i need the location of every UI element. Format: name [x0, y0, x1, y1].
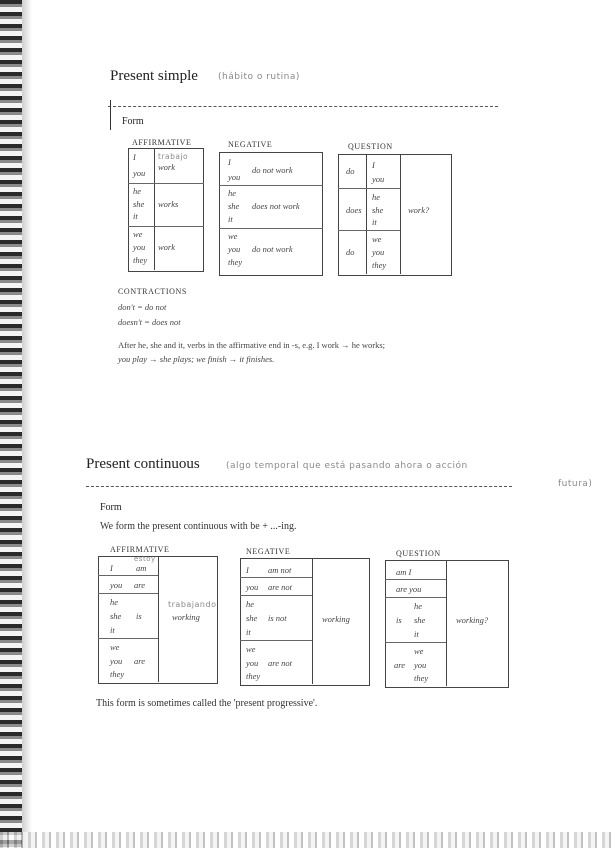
ps-q-aux: do — [346, 247, 355, 257]
present-simple-title: Present simple — [110, 68, 198, 84]
ps-neg-pronoun: they — [228, 257, 243, 267]
pc-aff-pronoun: they — [110, 669, 125, 679]
ps-q-pronoun: you — [372, 247, 385, 257]
ps-q-row-line — [338, 230, 400, 231]
pc-q-aux: are — [394, 660, 406, 670]
pc-neg-pronoun: they — [246, 671, 261, 681]
pc-neg-row-line — [240, 595, 312, 596]
ps-neg-pronoun: you — [228, 172, 241, 182]
present-continuous-title: Present continuous — [86, 456, 200, 472]
pc-neg-col-line — [312, 558, 313, 684]
ps-question-table — [338, 154, 452, 276]
contraction-doesnt: doesn't = does not — [118, 317, 181, 327]
ps-q-pronoun: you — [372, 174, 385, 184]
pc-q-row: am I — [396, 567, 412, 577]
ps-aff-col-line — [154, 148, 155, 270]
pc-footnote: This form is sometimes called the 'present progressive'. — [96, 698, 318, 709]
ps-neg-pronoun: it — [228, 214, 233, 224]
section2-form-label: Form — [100, 502, 122, 513]
ps-aff-row-line — [128, 183, 204, 184]
ps-neg-pronoun: we — [228, 231, 238, 241]
pc-aff-col-line — [158, 556, 159, 682]
ps-neg-pronoun: he — [228, 188, 237, 198]
spiral-binding — [0, 0, 22, 848]
ps-aff-verb: works — [158, 199, 179, 209]
pc-aff-verb: working — [172, 612, 200, 622]
ps-q-pronoun: they — [372, 260, 387, 270]
ps-aff-verb: work — [158, 242, 175, 252]
pc-q-aux: is — [396, 615, 402, 625]
pc-neg-pronoun: I — [246, 565, 249, 575]
ps-q-pronoun: he — [372, 192, 381, 202]
pc-q-pronoun: he — [414, 601, 423, 611]
ps-neg-verb: do not work — [252, 165, 293, 175]
ps-q-pronoun: she — [372, 205, 384, 215]
pc-aff-row-line — [98, 575, 158, 576]
pc-q-verb: working? — [456, 615, 489, 625]
pc-neg-row-line — [240, 577, 312, 578]
contractions-label: CONTRACTIONS — [118, 287, 187, 296]
ps-neg-pronoun: you — [228, 244, 241, 254]
rule-line-2: you play → she plays; we finish → it finishes. — [118, 354, 275, 364]
ps-aff-handnote: trabajo — [158, 152, 189, 161]
ps-aff-pronoun: it — [133, 211, 138, 221]
section1-form-label: Form — [122, 116, 144, 127]
ps-neg-row-line — [219, 228, 323, 229]
ps-aff-verb: work — [158, 162, 175, 172]
pc-q-pronoun: you — [414, 660, 427, 670]
pc-neg-aux: am not — [268, 565, 292, 575]
ps-aff-pronoun: she — [133, 199, 145, 209]
pc-q-row-line — [385, 597, 446, 598]
pc-q-pronoun: it — [414, 629, 419, 639]
ps-aff-pronoun: you — [133, 242, 146, 252]
pc-q-col-line — [446, 560, 447, 686]
pc-neg-aux: are not — [268, 658, 293, 668]
pc-neg-pronoun: you — [246, 582, 259, 592]
ps-q-aux: does — [346, 205, 362, 215]
ps-affirmative-header: AFFIRMATIVE — [132, 138, 192, 147]
pc-aff-pronoun: you — [110, 580, 123, 590]
pc-aff-row-line — [98, 638, 158, 639]
pc-neg-pronoun: you — [246, 658, 259, 668]
ps-aff-pronoun: you — [133, 168, 146, 178]
present-simple-handnote: (hábito o rutina) — [218, 72, 300, 82]
ps-aff-pronoun: they — [133, 255, 148, 265]
pc-affirmative-header: AFFIRMATIVE — [110, 545, 170, 554]
section1-divider — [108, 106, 498, 107]
ps-aff-pronoun: he — [133, 186, 142, 196]
present-continuous-handnote-2: futura) — [558, 479, 593, 489]
pc-q-pronoun: we — [414, 646, 424, 656]
pc-neg-row-line — [240, 640, 312, 641]
pc-neg-aux: is not — [268, 613, 287, 623]
ps-aff-row-line — [128, 226, 204, 227]
pc-neg-aux: are not — [268, 582, 293, 592]
pc-aff-pronoun: he — [110, 597, 119, 607]
pc-q-row: are you — [396, 584, 422, 594]
ps-neg-verb: do not work — [252, 244, 293, 254]
pc-q-pronoun: they — [414, 673, 429, 683]
ps-q-row-line — [338, 188, 400, 189]
ps-q-col-line — [400, 154, 401, 274]
pc-aff-aux: am — [136, 563, 147, 573]
pc-q-row-line — [385, 642, 446, 643]
ps-negative-header: NEGATIVE — [228, 140, 273, 149]
pc-neg-pronoun: he — [246, 599, 255, 609]
ps-q-verb: work? — [408, 205, 430, 215]
ps-question-header: QUESTION — [348, 142, 393, 151]
present-continuous-handnote: (algo temporal que está pasando ahora o acción — [226, 461, 468, 471]
pc-aff-pronoun: I — [110, 563, 113, 573]
ps-neg-pronoun: I — [228, 157, 231, 167]
pc-aff-row-line — [98, 593, 158, 594]
pc-aff-pronoun: it — [110, 625, 115, 635]
pc-aff-handnote: estoy — [134, 555, 156, 563]
ps-aff-pronoun: we — [133, 229, 143, 239]
pc-neg-pronoun: it — [246, 627, 251, 637]
pc-q-pronoun: she — [414, 615, 426, 625]
scan-bottom-edge — [0, 832, 616, 848]
ps-neg-verb: does not work — [252, 201, 300, 211]
pc-q-row-line — [385, 579, 446, 580]
pc-aff-pronoun: we — [110, 642, 120, 652]
rule-line-1: After he, she and it, verbs in the affirmative end in -s, e.g. I work → he works; — [118, 340, 386, 350]
section2-form-sentence: We form the present continuous with be + ...-ing. — [100, 521, 297, 532]
pc-question-header: QUESTION — [396, 549, 441, 558]
ps-aff-pronoun: I — [133, 152, 136, 162]
ps-neg-row-line — [219, 185, 323, 186]
ps-q-pronoun: it — [372, 217, 377, 227]
section1-margin-mark — [110, 100, 111, 130]
pc-aff-aux: are — [134, 656, 146, 666]
pc-aff-aux: are — [134, 580, 146, 590]
pc-aff-pronoun: she — [110, 611, 122, 621]
section2-divider — [86, 486, 512, 487]
pc-neg-pronoun: we — [246, 644, 256, 654]
ps-q-col-line — [366, 154, 367, 274]
pc-neg-verb: working — [322, 614, 350, 624]
pc-neg-pronoun: she — [246, 613, 258, 623]
ps-q-pronoun: I — [372, 160, 375, 170]
pc-aff-verb-handnote: trabajando — [168, 600, 217, 609]
ps-q-pronoun: we — [372, 234, 382, 244]
binding-shadow — [22, 0, 32, 848]
ps-q-aux: do — [346, 166, 355, 176]
pc-aff-pronoun: you — [110, 656, 123, 666]
contraction-dont: don't = do not — [118, 302, 167, 312]
pc-negative-header: NEGATIVE — [246, 547, 291, 556]
pc-aff-aux: is — [136, 611, 142, 621]
ps-neg-pronoun: she — [228, 201, 240, 211]
